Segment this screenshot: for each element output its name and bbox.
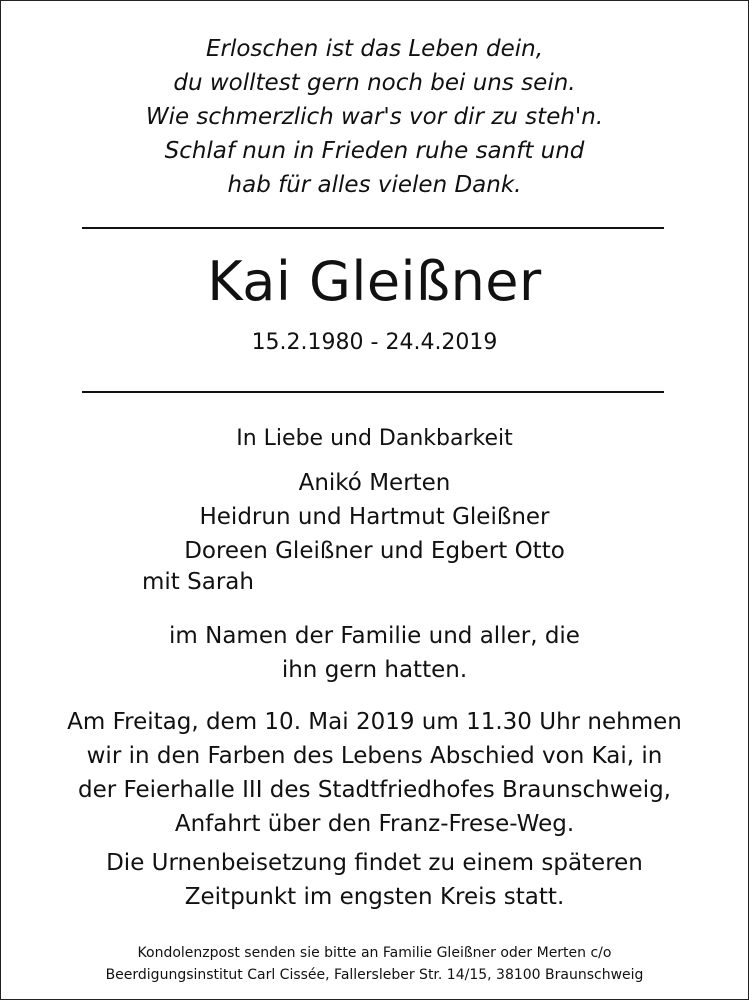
memorial-poem <box>0 32 749 202</box>
divider-top <box>82 227 664 229</box>
urn-burial-info <box>0 846 749 914</box>
service-info <box>0 705 749 841</box>
family-note-line: im Namen der Familie und aller, die <box>169 623 580 649</box>
poem-line: Schlaf nun in Frieden ruhe sanft und <box>164 138 585 164</box>
urn-line: Die Urnenbeisetzung findet zu einem späteren <box>106 850 643 876</box>
mourners-list <box>0 466 749 595</box>
service-line: wir in den Farben des Lebens Abschied von Kai, in <box>86 743 663 769</box>
poem-line: Wie schmerzlich war's vor dir zu steh'n. <box>145 104 604 130</box>
condolence-footer <box>0 942 749 986</box>
service-line: Anfahrt über den Franz-Frese-Weg. <box>174 811 575 837</box>
family-note-line: ihn gern hatten. <box>281 657 468 683</box>
deceased-name: Kai Gleißner <box>207 250 542 313</box>
life-dates: 15.2.1980 - 24.4.2019 <box>251 330 498 355</box>
poem-line: Erloschen ist das Leben dein, <box>205 36 543 62</box>
mourner-name: Doreen Gleißner und Egbert Otto <box>184 538 565 564</box>
mourner-name: Heidrun und Hartmut Gleißner <box>199 504 550 530</box>
footer-line: Kondolenzpost senden sie bitte an Familie Gleißner oder Merten c/o <box>137 945 612 961</box>
footer-line: Beerdigungsinstitut Carl Cissée, Fallersleber Str. 14/15, 38100 Braunschweig <box>105 967 644 983</box>
poem-line: hab für alles vielen Dank. <box>227 172 522 198</box>
urn-line: Zeitpunkt im engsten Kreis statt. <box>184 884 565 910</box>
service-line: der Feierhalle III des Stadtfriedhofes Braunschweig, <box>77 777 671 803</box>
service-line: Am Freitag, dem 10. Mai 2019 um 11.30 Uhr nehmen <box>67 709 682 735</box>
dedication-line: In Liebe und Dankbarkeit <box>236 426 513 451</box>
divider-bottom <box>82 391 664 393</box>
poem-line: du wolltest gern noch bei uns sein. <box>173 70 576 96</box>
mourner-name: mit Sarah <box>142 569 254 595</box>
family-note <box>0 619 749 687</box>
mourner-name: Anikó Merten <box>298 470 451 496</box>
